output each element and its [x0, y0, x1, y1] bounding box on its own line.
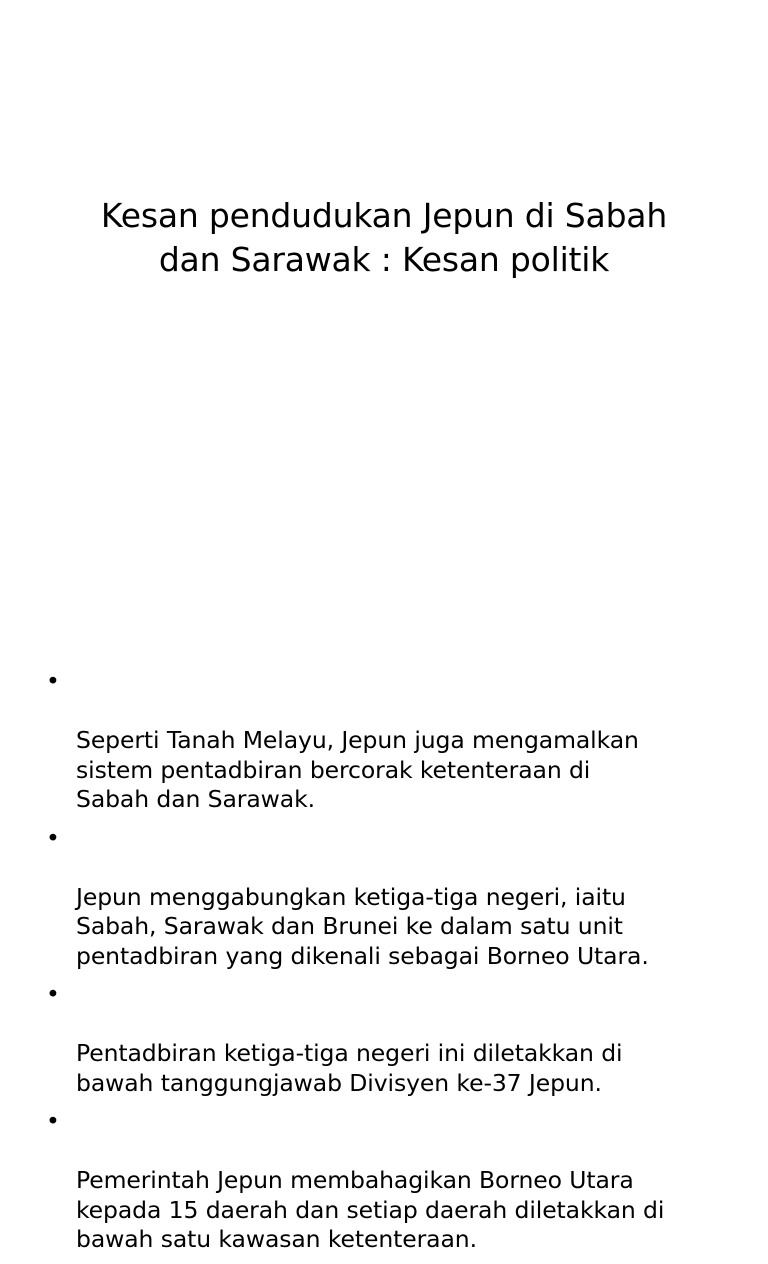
- bullet-item: [46, 824, 746, 972]
- bullet-list: [46, 667, 746, 1264]
- bullet-text: Pentadbiran ketiga-tiga negeri ini diletakkan di bawah tanggungjawab Divisyen ke-37 Jepun.: [76, 1039, 623, 1097]
- bullet-icon: •: [46, 667, 60, 695]
- bullet-text: Seperti Tanah Melayu, Jepun juga mengamalkan sistem pentadbiran bercorak ketenteraan di Sabah dan Sarawak.: [76, 726, 639, 813]
- bullet-item: [46, 667, 746, 815]
- bullet-item: [46, 980, 746, 1098]
- bullet-icon: •: [46, 823, 60, 852]
- slide-title: Kesan pendudukan Jepun di Sabah dan Sarawak : Kesan politik: [100, 196, 668, 279]
- bullet-item: [46, 1107, 746, 1255]
- bullet-text: Pemerintah Jepun membahagikan Borneo Utara kepada 15 daerah dan setiap daerah diletakkan di bawah satu kawasan ketenteraan.: [76, 1166, 665, 1253]
- bullet-icon: •: [46, 980, 60, 1008]
- bullet-icon: •: [46, 1107, 60, 1135]
- bullet-text: Jepun menggabungkan ketiga-tiga negeri, iaitu Sabah, Sarawak dan Brunei ke dalam satu unit pentadbiran yang dikenali sebagai Borneo Utara.: [76, 882, 649, 970]
